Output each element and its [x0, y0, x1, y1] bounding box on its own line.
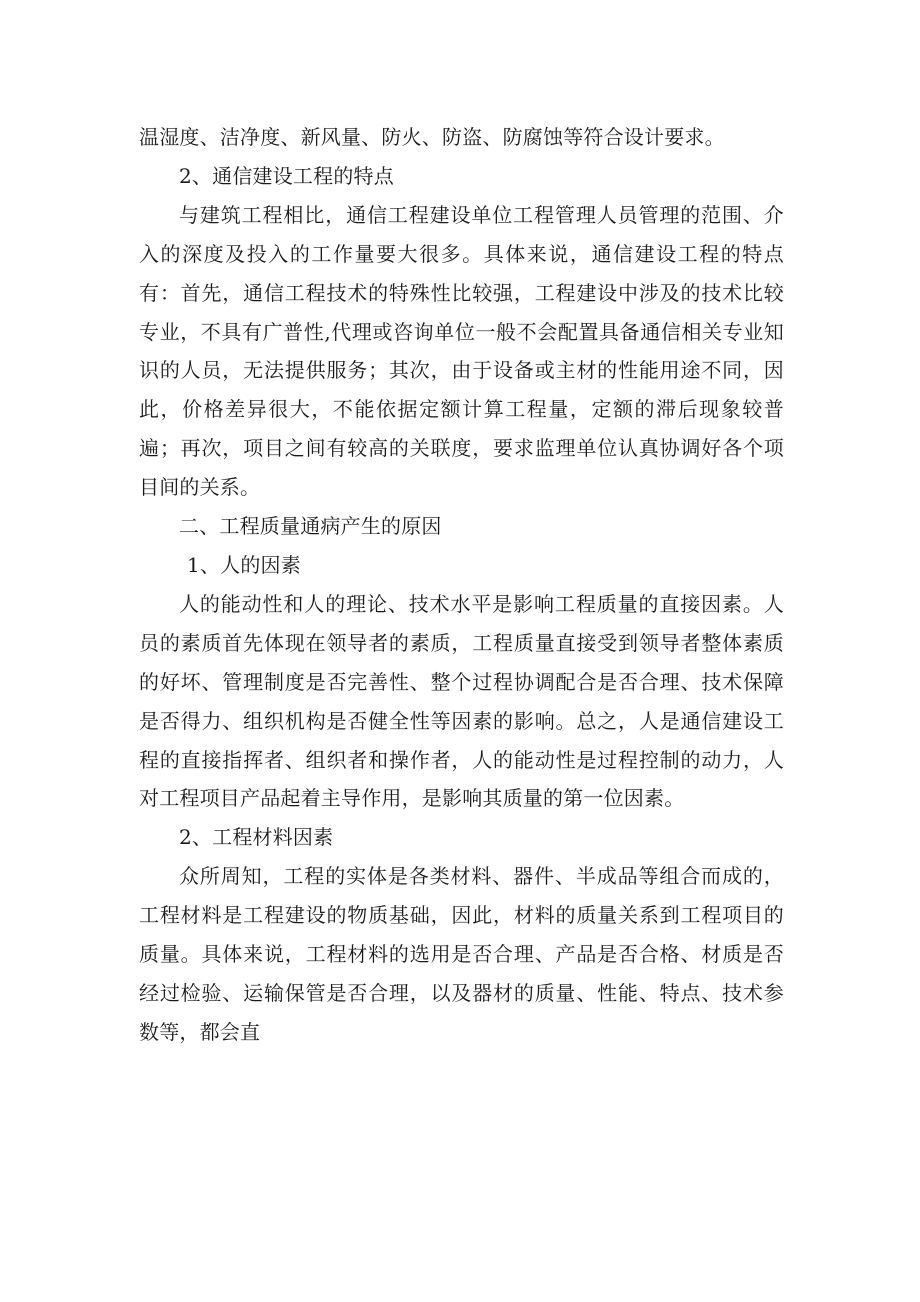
subsection-heading-material-factors: 2、工程材料因素 [179, 825, 334, 850]
section-heading-quality-causes: 二、工程质量通病产生的原因 [179, 514, 442, 539]
subsection-heading-human-factors: 1、人的因素 [187, 552, 301, 577]
paragraph-human-factors: 人的能动性和人的理论、技术水平是影响工程质量的直接因素。人员的素质首先体现在领导者的素质，工程质量直接受到领导者整体素质的好坏、管理制度是否完善性、整个过程协调配合是否合理、技术保障是否得力、组织机构是否健全性等因素的影响。总之，人是通信建设工程的直接指挥者、组织者和操作者，人的能动性是过程控制的动力，人对工程项目产品起着主导作用，是影响其质量的第一位因素。 [139, 591, 784, 811]
paragraph-material-factors: 众所周知，工程的实体是各类材料、器件、半成品等组合而成的，工程材料是工程建设的物质基础，因此，材料的质量关系到工程项目的质量。具体来说，工程材料的选用是否合理、产品是否合格、材质是否经过检验、运输保管是否合理，以及器材的质量、性能、特点、技术参数等，都会直 [139, 864, 784, 1044]
section-heading-telecom-features: 2、通信建设工程的特点 [179, 163, 394, 188]
document-body [139, 118, 784, 1052]
paragraph-telecom-features: 与建筑工程相比，通信工程建设单位工程管理人员管理的范围、介入的深度及投入的工作量要大很多。具体来说，通信建设工程的特点有：首先，通信工程技术的特殊性比较强，工程建设中涉及的技术比较专业，不具有广普性,代理或咨询单位一般不会配置具备通信相关专业知识的人员，无法提供服务；其次，由于设备或主材的性能用途不同，因此，价格差异很大，不能依据定额计算工程量，定额的滞后现象较普遍；再次，项目之间有较高的关联度，要求监理单位认真协调好各个项目间的关系。 [139, 202, 784, 500]
paragraph-continuation: 温湿度、洁净度、新风量、防火、防盗、防腐蚀等符合设计要求。 [139, 125, 725, 149]
